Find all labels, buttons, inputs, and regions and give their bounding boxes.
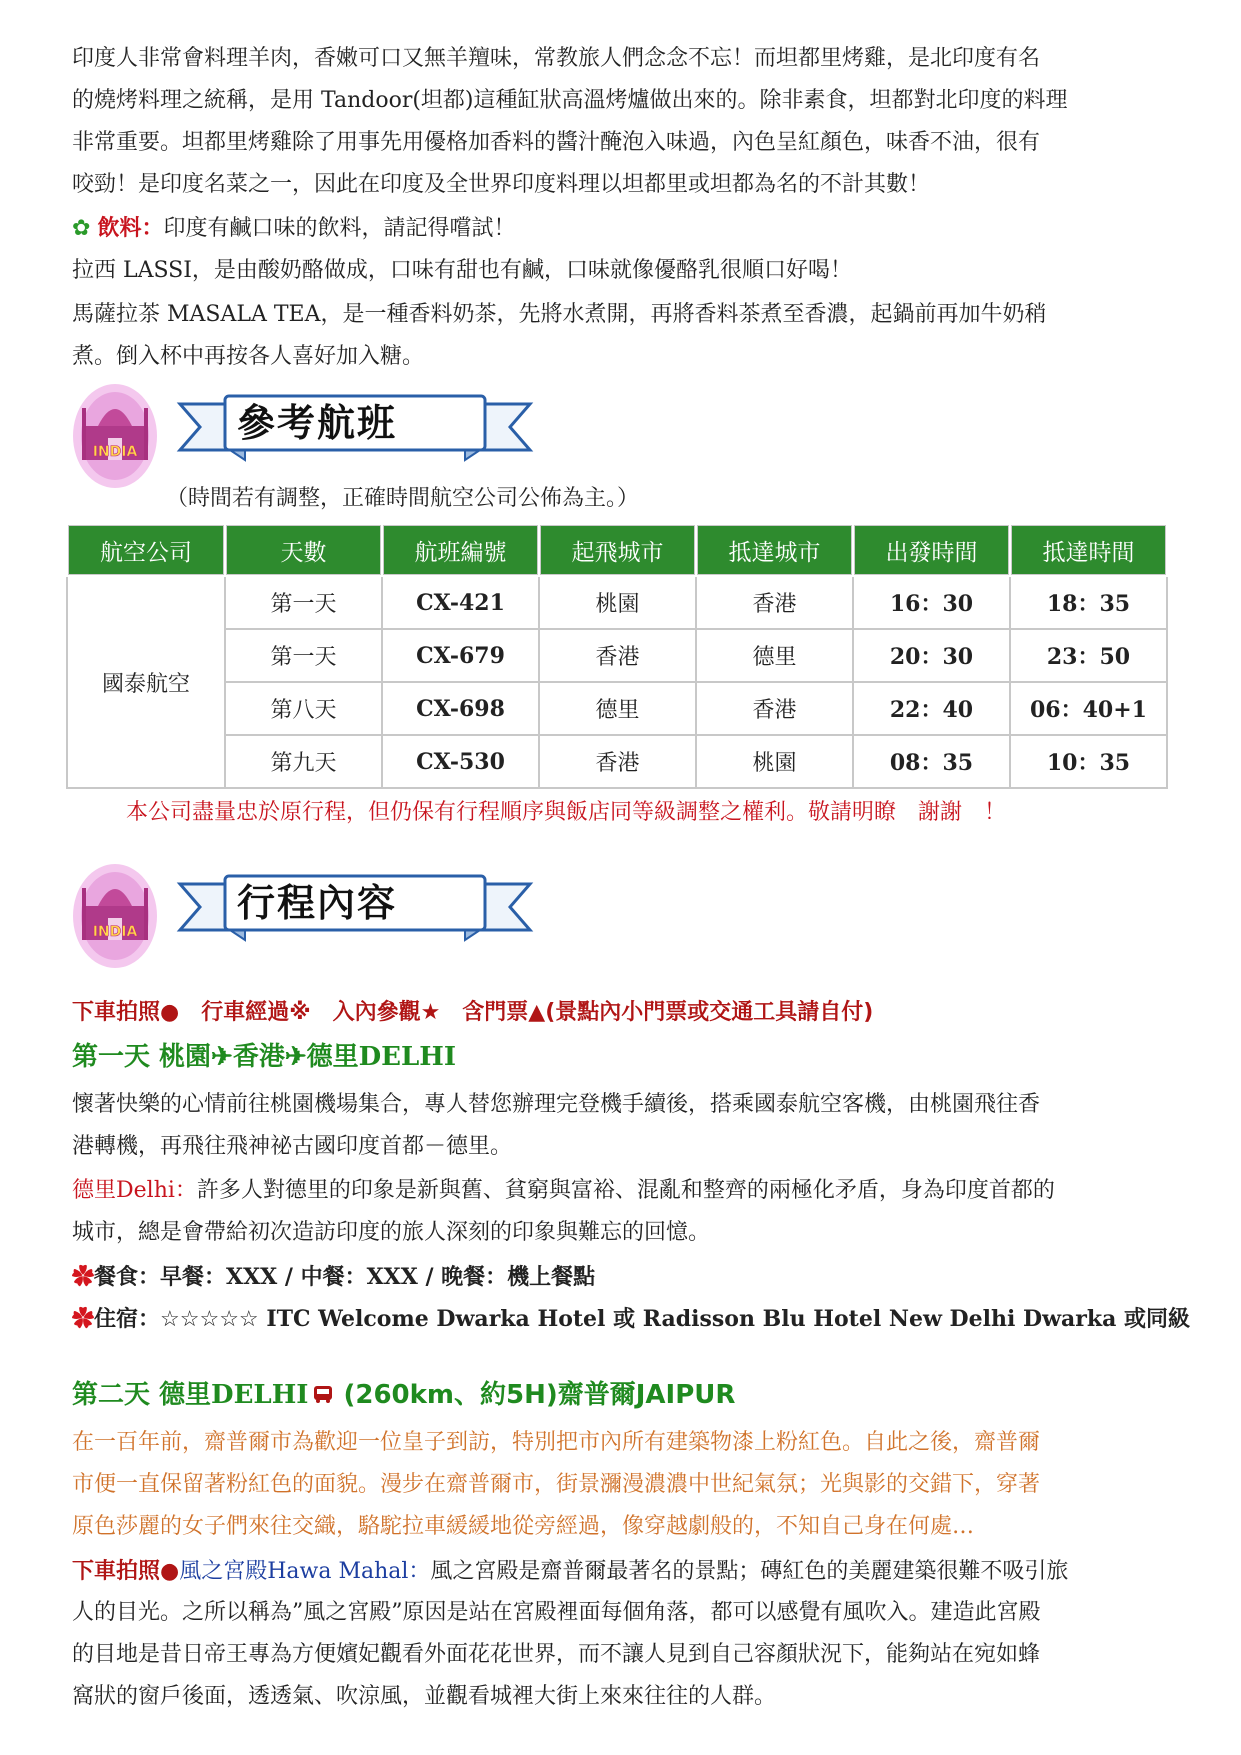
dep-cell: 22：40 — [853, 682, 1010, 735]
bus-icon — [312, 1383, 334, 1405]
flower-icon: ✿ — [72, 1306, 95, 1332]
flight-cell: CX-421 — [382, 576, 539, 629]
header-flight-no: 航班編號 — [382, 524, 539, 576]
masala-line-2: 煮。倒入杯中再按各人喜好加入糖。 — [72, 344, 425, 369]
drinks-heading: 飲料： — [97, 216, 164, 241]
header-to-city: 抵達城市 — [696, 524, 853, 576]
table-header-row — [67, 524, 1167, 576]
day-cell: 第一天 — [225, 576, 382, 629]
itinerary-banner-title: 行程內容 — [236, 881, 397, 925]
flights-banner — [70, 378, 490, 488]
hawa-mahal-label: 風之宮殿Hawa Mahal： — [179, 1559, 431, 1584]
arr-cell: 06：40+1 — [1010, 682, 1167, 735]
itinerary-banner — [70, 858, 490, 968]
day1-meals-line — [72, 1262, 595, 1292]
dep-cell: 08：35 — [853, 735, 1010, 788]
flights-banner-title: 參考航班 — [236, 401, 397, 445]
day2-title-b: (260km、約5H)齋普爾JAIPUR — [334, 1380, 736, 1410]
taj-mahal-india-badge — [70, 858, 160, 968]
day-cell: 第九天 — [225, 735, 382, 788]
drinks-line — [72, 214, 515, 244]
flight-cell: CX-530 — [382, 735, 539, 788]
dep-cell: 16：30 — [853, 576, 1010, 629]
badge-text: INDIA — [92, 924, 138, 940]
delhi-label: 德里Delhi： — [72, 1178, 197, 1203]
header-arr-time: 抵達時間 — [1010, 524, 1167, 576]
day2-hawa-line-3: 的目地是昔日帝王專為方便嬪妃觀看外面花花世界，而不讓人見到自己容顏狀況下，能夠站在宛如蜂 — [72, 1642, 1041, 1667]
to-cell: 香港 — [696, 682, 853, 735]
table-row — [67, 629, 1167, 682]
from-cell: 香港 — [539, 735, 696, 788]
star-rating-icon: ☆☆☆☆☆ — [160, 1307, 259, 1332]
day1-hotel-line — [72, 1304, 1190, 1335]
drinks-text: 印度有鹹口味的飲料，請記得嚐試！ — [163, 216, 516, 241]
masala-line-1: 馬薩拉茶 MASALA TEA，是一種香料奶茶，先將水煮開，再將香料茶煮至香濃，起鍋前再加牛奶稍 — [72, 302, 1047, 327]
day2-hawa-line-1 — [72, 1556, 1068, 1587]
airline-cell: 國泰航空 — [67, 576, 225, 788]
symbol-legend: 下車拍照● 行車經過※ 入內參觀★ 含門票▲(景點內小門票或交通工具請自付) — [72, 1000, 874, 1025]
header-from-city: 起飛城市 — [539, 524, 696, 576]
flight-cell: CX-679 — [382, 629, 539, 682]
day1-meals: 餐食：早餐：XXX / 中餐：XXX / 晚餐：機上餐點 — [94, 1264, 596, 1290]
flower-icon: ✿ — [72, 1264, 95, 1290]
flight-table — [66, 523, 1168, 789]
day-cell: 第八天 — [225, 682, 382, 735]
header-day: 天數 — [225, 524, 382, 576]
hotel-text: ITC Welcome Dwarka Hotel 或 Radisson Blu Hotel New Delhi Dwarka 或同級 — [258, 1306, 1191, 1332]
flight-cell: CX-698 — [382, 682, 539, 735]
day2-intro-2: 市便一直保留著粉紅色的面貌。漫步在齋普爾市，街景瀰漫濃濃中世紀氣氛；光與影的交錯下，穿著 — [72, 1472, 1041, 1497]
lassi-line: 拉西 LASSI，是由酸奶酪做成，口味有甜也有鹹，口味就像優酪乳很順口好喝！ — [72, 258, 852, 283]
arr-cell: 10：35 — [1010, 735, 1167, 788]
table-row — [67, 576, 1167, 629]
delhi-text-1: 許多人對德里的印象是新與舊、貧窮與富裕、混亂和整齊的兩極化矛盾，身為印度首都的 — [196, 1178, 1055, 1203]
table-row — [67, 735, 1167, 788]
intro-line-3: 非常重要。坦都里烤雞除了用事先用優格加香料的醬汁醃泡入味過，內色呈紅顏色，味香不油，很有 — [72, 130, 1041, 155]
flower-icon: ✿ — [72, 216, 91, 241]
day2-hawa-line-4: 窩狀的窗戶後面，透透氣、吹涼風，並觀看城裡大街上來來往往的人群。 — [72, 1684, 777, 1709]
hotel-label: 住宿： — [94, 1306, 161, 1332]
from-cell: 桃園 — [539, 576, 696, 629]
to-cell: 德里 — [696, 629, 853, 682]
to-cell: 香港 — [696, 576, 853, 629]
header-airline: 航空公司 — [67, 524, 225, 576]
day1-desc-1: 懷著快樂的心情前往桃園機場集合，專人替您辦理完登機手續後，搭乘國泰航空客機，由桃園飛往香 — [72, 1092, 1041, 1117]
from-cell: 德里 — [539, 682, 696, 735]
day2-title — [72, 1380, 735, 1410]
intro-line-4: 咬勁！是印度名菜之一，因此在印度及全世界印度料理以坦都里或坦都為名的不計其數！ — [72, 172, 931, 197]
arr-cell: 23：50 — [1010, 629, 1167, 682]
day2-hawa-line-2: 人的目光。之所以稱為”風之宮殿”原因是站在宮殿裡面每個角落，都可以感覺有風吹入。建造此宮殿 — [72, 1600, 1041, 1625]
day1-delhi-line-2: 城市，總是會帶給初次造訪印度的旅人深刻的印象與難忘的回憶。 — [72, 1220, 711, 1245]
day1-title: 第一天 桃園✈香港✈德里DELHI — [72, 1042, 456, 1072]
badge-text: INDIA — [92, 444, 138, 460]
day1-delhi-line-1 — [72, 1176, 1055, 1206]
dep-cell: 20：30 — [853, 629, 1010, 682]
day1-desc-2: 港轉機，再飛往飛神祕古國印度首都－德里。 — [72, 1134, 513, 1159]
intro-line-2: 的燒烤料理之統稱，是用 Tandoor(坦都)這種缸狀高溫烤爐做出來的。除非素食，坦都對北印度的料理 — [72, 88, 1068, 113]
from-cell: 香港 — [539, 629, 696, 682]
intro-line-1: 印度人非常會料理羊肉，香嫩可口又無羊羶味，常教旅人們念念不忘！而坦都里烤雞，是北印度有名 — [72, 46, 1041, 71]
flight-time-note: （時間若有調整，正確時間航空公司公佈為主。） — [166, 486, 640, 511]
day-cell: 第一天 — [225, 629, 382, 682]
taj-mahal-india-badge — [70, 378, 160, 488]
day2-intro-3: 原色莎麗的女子們來往交織，駱駝拉車緩緩地從旁經過，像穿越劇般的，不知自己身在何處… — [72, 1514, 975, 1539]
to-cell: 桃園 — [696, 735, 853, 788]
header-dep-time: 出發時間 — [853, 524, 1010, 576]
table-row — [67, 682, 1167, 735]
day2-title-a: 第二天 德里DELHI — [72, 1380, 309, 1410]
day2-intro-1: 在一百年前，齋普爾市為歡迎一位皇子到訪，特別把市內所有建築物漆上粉紅色。自此之後，齋普爾 — [72, 1430, 1041, 1455]
disclaimer: 本公司盡量忠於原行程，但仍保有行程順序與飯店同等級調整之權利。敬請明瞭 謝謝 ！ — [126, 800, 1007, 825]
hawa-text-1: 風之宮殿是齋普爾最著名的景點；磚紅色的美麗建築很難不吸引旅 — [430, 1559, 1069, 1584]
photo-stop-label: 下車拍照● — [72, 1558, 180, 1584]
arr-cell: 18：35 — [1010, 576, 1167, 629]
